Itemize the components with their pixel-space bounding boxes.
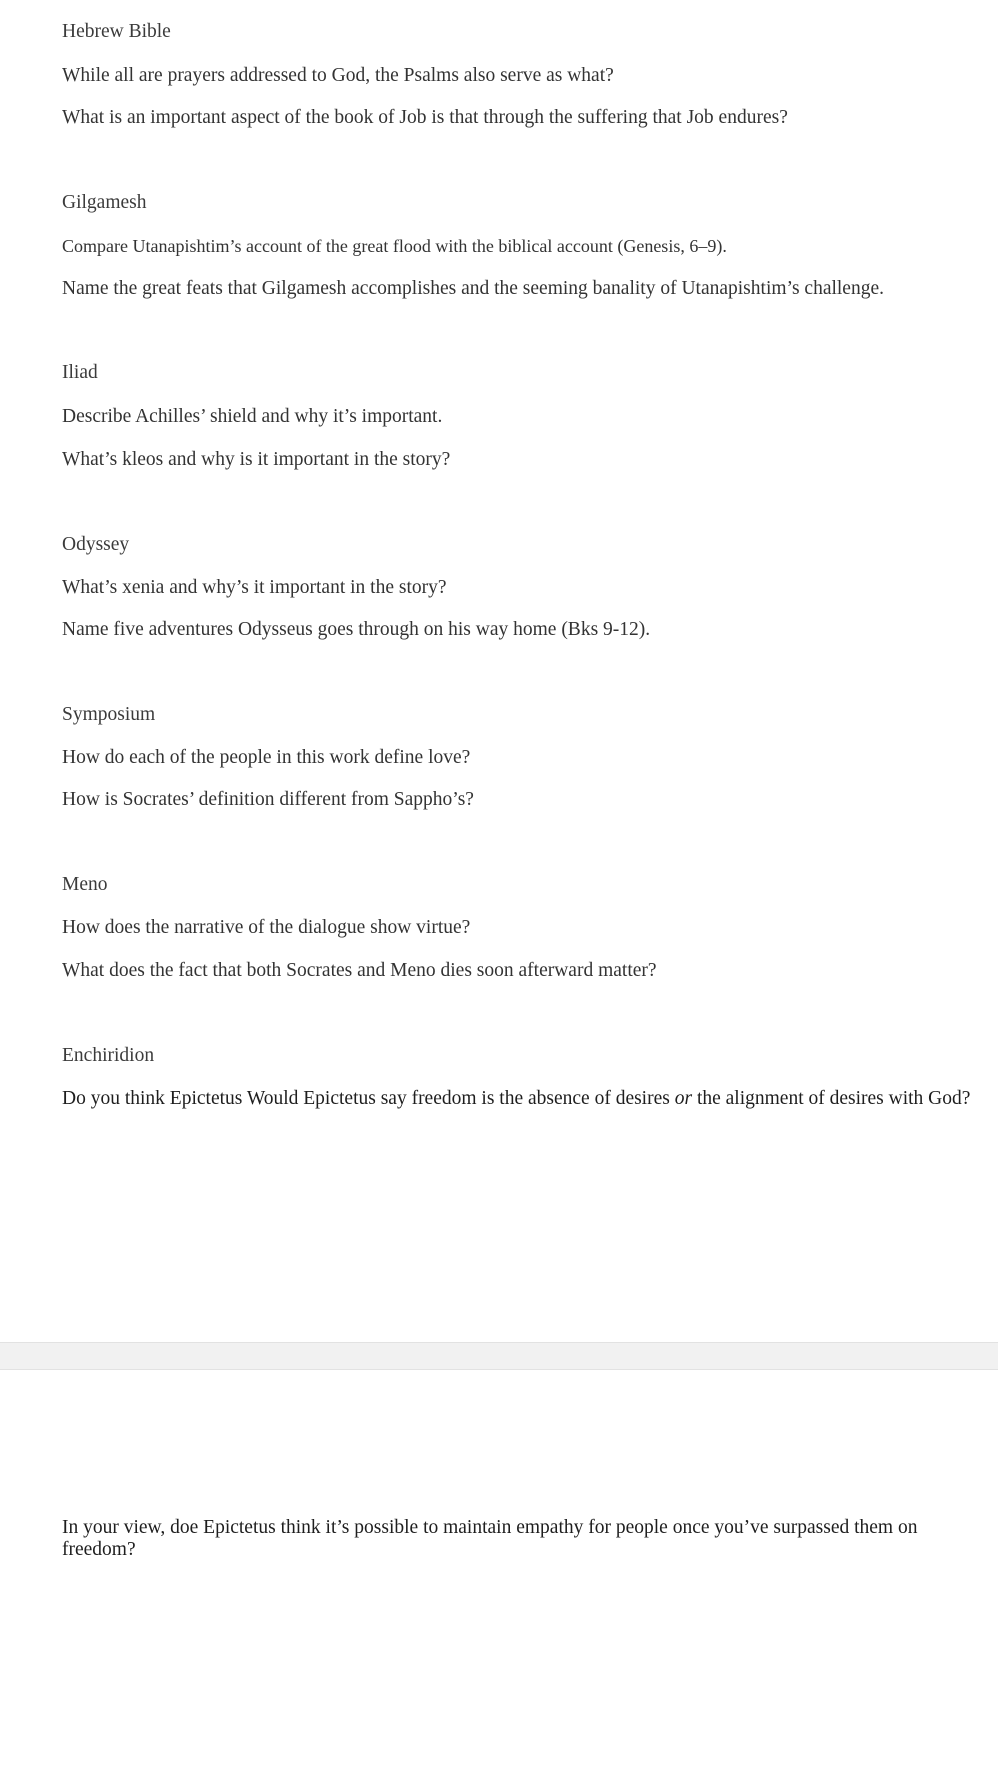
question-iliad-1: Describe Achilles’ shield and why it’s important. <box>62 406 443 427</box>
question-iliad-2: What’s kleos and why is it important in the story? <box>62 449 451 470</box>
question-odyssey-2: Name five adventures Odysseus goes through on his way home (Bks 9-12). <box>62 619 651 640</box>
section-title-odyssey: Odyssey <box>62 534 130 555</box>
question-enchiridion-text-after: the alignment of desires with God? <box>692 1088 971 1109</box>
section-title-gilgamesh: Gilgamesh <box>62 192 147 213</box>
section-title-iliad: Iliad <box>62 362 98 383</box>
question-odyssey-1: What’s xenia and why’s it important in the story? <box>62 577 447 598</box>
section-title-hebrew-bible: Hebrew Bible <box>62 21 171 42</box>
question-hebrew-bible-2: What is an important aspect of the book of Job is that through the suffering that Job endures? <box>62 107 788 128</box>
section-title-enchiridion: Enchiridion <box>62 1045 155 1066</box>
section-title-meno: Meno <box>62 874 108 895</box>
document-page-2 <box>0 1370 998 1771</box>
question-enchiridion-text-before: Do you think Epictetus Would Epictetus say freedom is the absence of desires <box>62 1088 675 1109</box>
question-enchiridion-emphasis: or <box>674 1088 693 1109</box>
question-meno-1: How does the narrative of the dialogue show virtue? <box>62 917 471 938</box>
question-gilgamesh-2: Name the great feats that Gilgamesh accomplishes and the seeming banality of Utanapishtim’s challenge. <box>62 278 884 299</box>
question-hebrew-bible-1: While all are prayers addressed to God, the Psalms also serve as what? <box>62 65 614 86</box>
question-enchiridion-1 <box>62 1088 972 1110</box>
page-break <box>0 1342 998 1370</box>
question-gilgamesh-1: Compare Utanapishtim’s account of the great flood with the biblical account (Genesis, 6–9). <box>62 236 727 256</box>
question-symposium-2: How is Socrates’ definition different from Sappho’s? <box>62 789 474 810</box>
question-empathy: In your view, doe Epictetus think it’s possible to maintain empathy for people once you’ve surpassed them on freedom? <box>62 1517 918 1560</box>
question-meno-2: What does the fact that both Socrates and Meno dies soon afterward matter? <box>62 960 657 981</box>
question-symposium-1: How do each of the people in this work define love? <box>62 747 471 768</box>
section-title-symposium: Symposium <box>62 704 156 725</box>
